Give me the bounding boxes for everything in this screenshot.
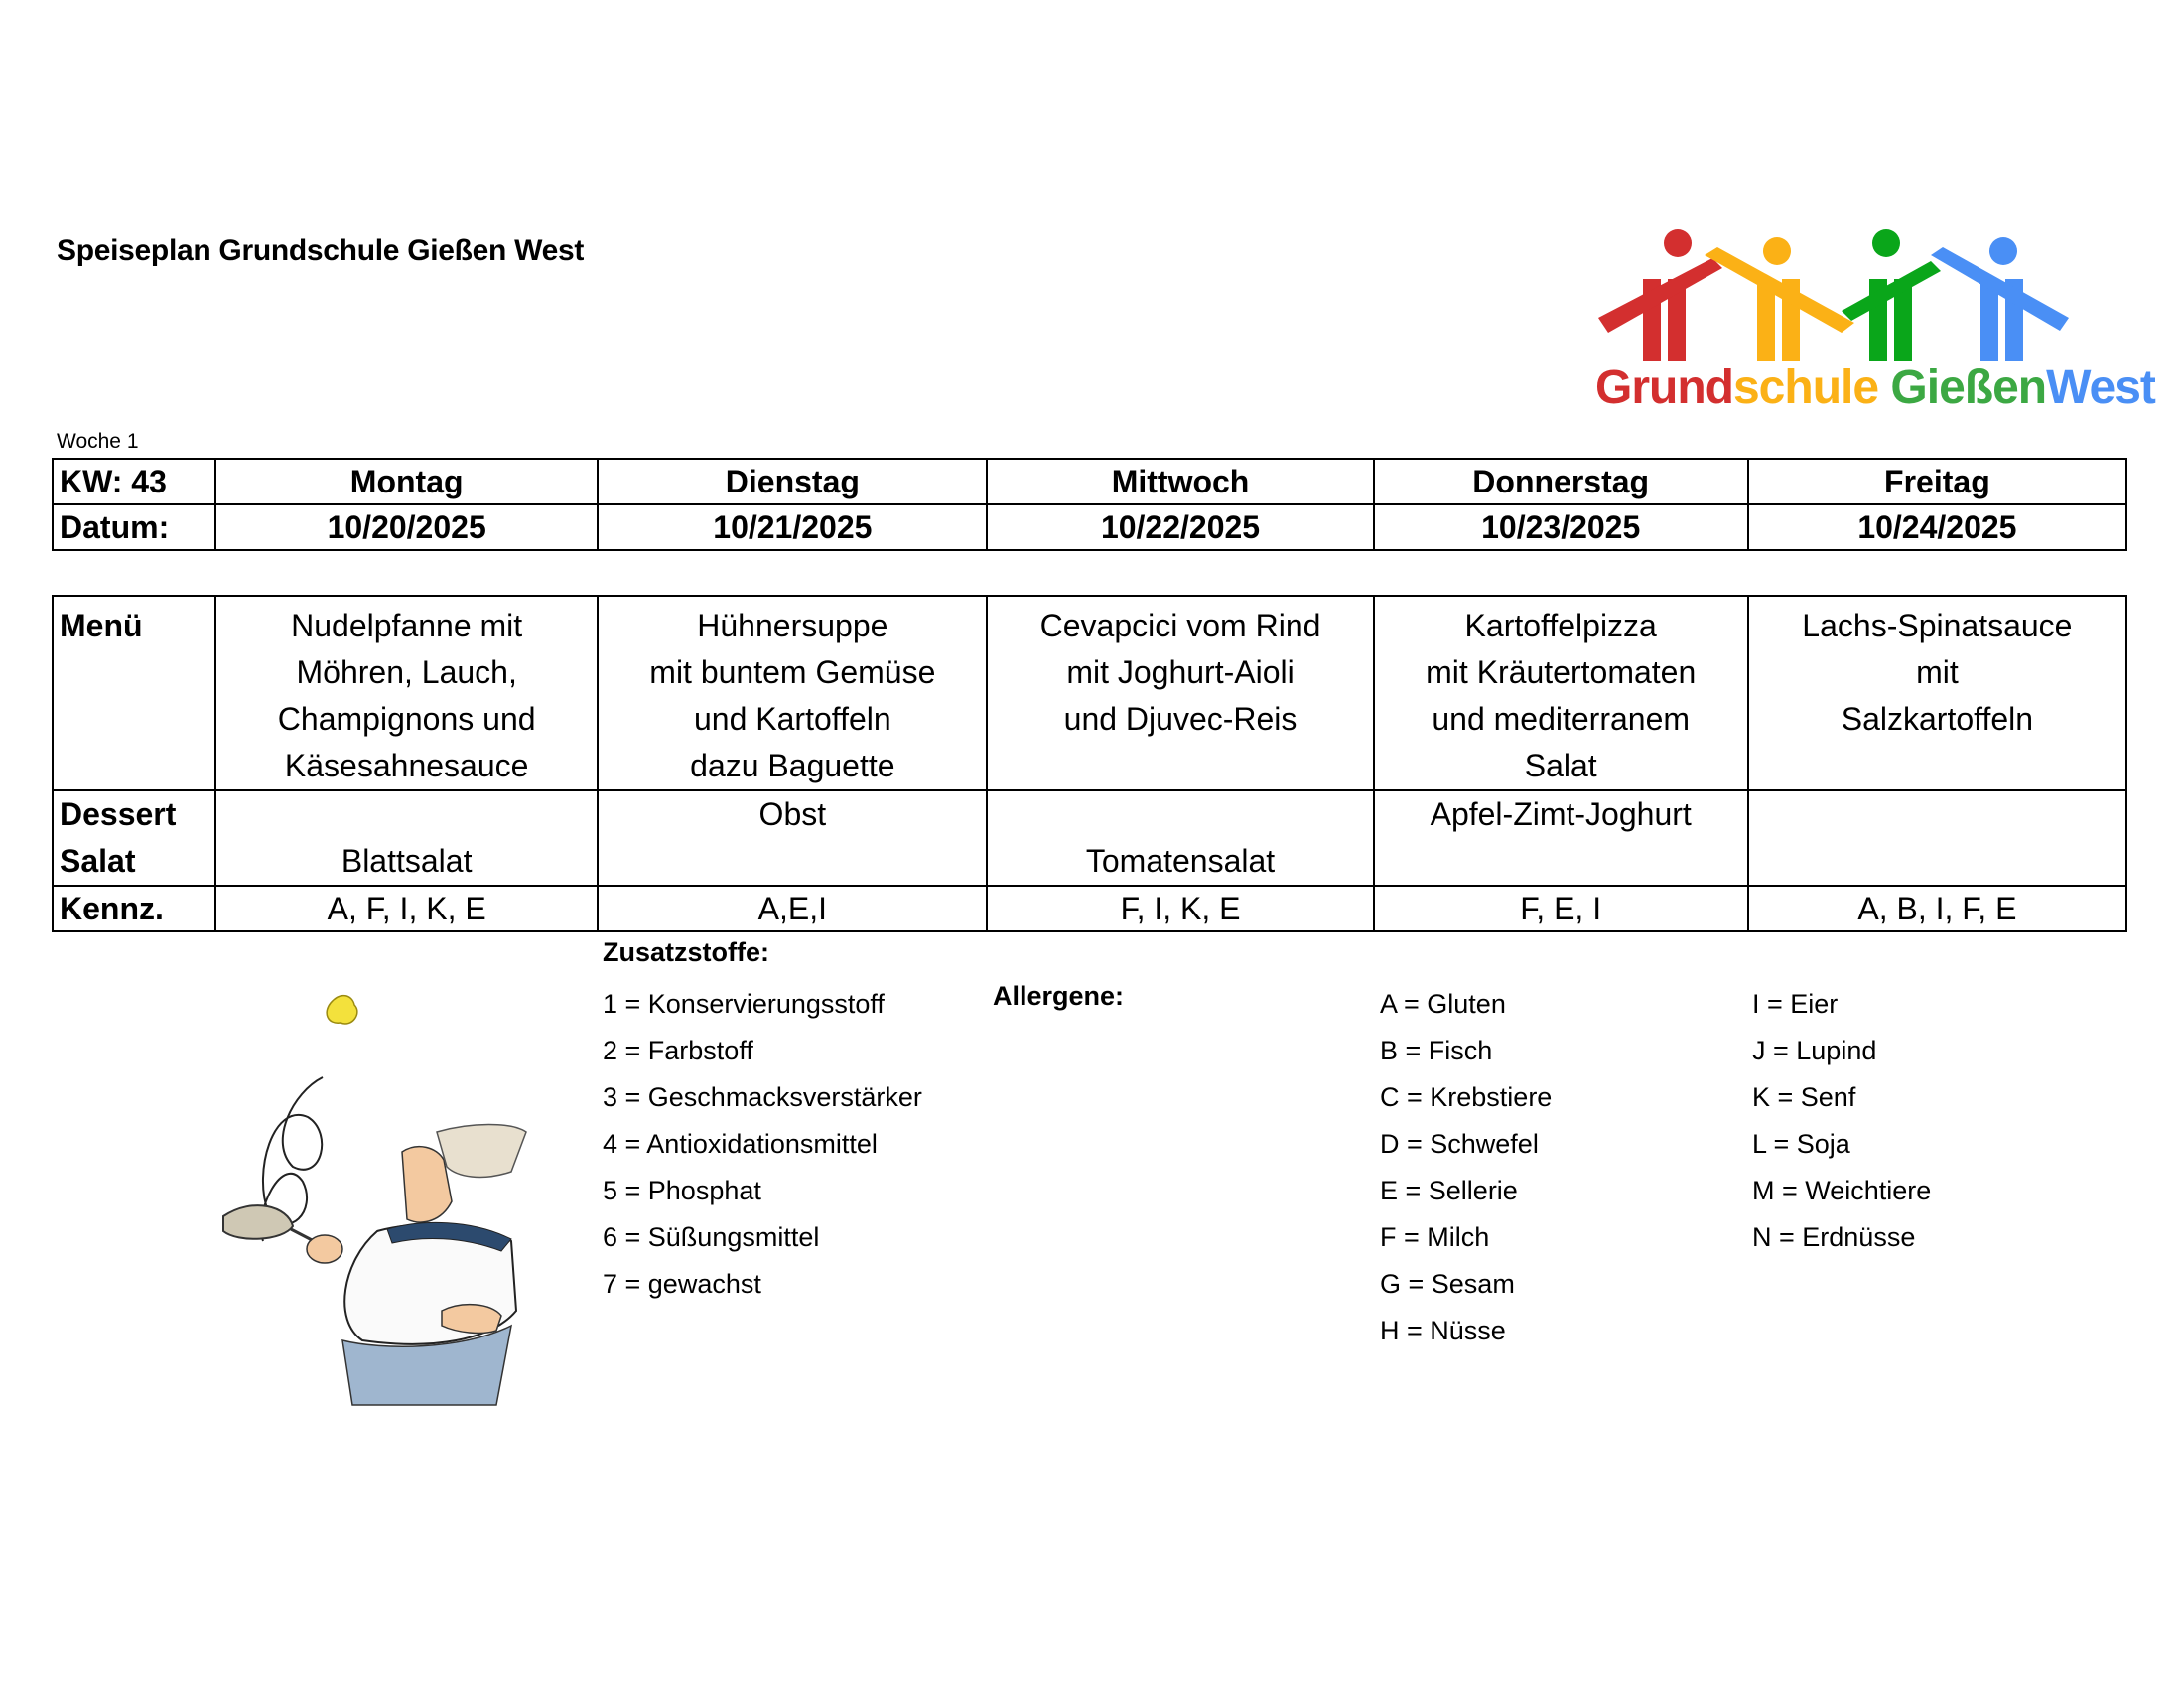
header-table — [52, 458, 2127, 551]
dessert-salat-cell — [987, 790, 1373, 886]
dessert-salat-row — [53, 790, 2126, 886]
zusatzstoff-item: 5 = Phosphat — [603, 1176, 761, 1205]
menu-cell — [987, 596, 1373, 790]
dessert-value: Apfel-Zimt-Joghurt — [1430, 796, 1692, 832]
dessert-salat-cell — [215, 790, 598, 886]
kennz-row — [53, 886, 2126, 931]
menu-line: mit Kräutertomaten — [1426, 654, 1697, 690]
day-name: Freitag — [1748, 459, 2126, 504]
menu-line: Lachs-Spinatsauce — [1802, 608, 2073, 643]
dessert-salat-label — [53, 790, 215, 886]
logo-text-part: schule — [1732, 361, 1891, 414]
kennz-value: F, E, I — [1374, 886, 1748, 931]
menu-line: und mediterranem — [1432, 701, 1691, 737]
dessert-label: Dessert — [60, 796, 177, 832]
allergen-item: A = Gluten — [1380, 989, 1506, 1019]
kennz-value: A, F, I, K, E — [215, 886, 598, 931]
menu-line: Hühnersuppe — [697, 608, 888, 643]
menu-cell — [1374, 596, 1748, 790]
day-date: 10/22/2025 — [987, 504, 1373, 550]
menu-line: Möhren, Lauch, — [296, 654, 517, 690]
kennz-value: A,E,I — [598, 886, 987, 931]
salat-value — [1375, 838, 1747, 885]
date-row — [53, 504, 2126, 550]
day-date: 10/21/2025 — [598, 504, 987, 550]
logo-text-part: Grund — [1595, 361, 1733, 414]
allergen-item: G = Sesam — [1380, 1269, 1515, 1299]
menu-cell — [215, 596, 598, 790]
zusatzstoff-item: 6 = Süßungsmittel — [603, 1222, 820, 1252]
dessert-salat-cell — [598, 790, 987, 886]
allergen-item: E = Sellerie — [1380, 1176, 1518, 1205]
allergen-item: M = Weichtiere — [1752, 1176, 1932, 1205]
page-title: Speiseplan Grundschule Gießen West — [57, 234, 585, 267]
salat-value: Tomatensalat — [1085, 843, 1276, 879]
day-name: Dienstag — [598, 459, 987, 504]
allergen-item: N = Erdnüsse — [1752, 1222, 1916, 1252]
menu-line: mit Joghurt-Aioli — [1066, 654, 1295, 690]
kw-label: KW: 43 — [53, 459, 215, 504]
allergen-item: F = Milch — [1380, 1222, 1490, 1252]
allergen-item: K = Senf — [1752, 1082, 1856, 1112]
allergene-list-col1 — [1380, 981, 1552, 1354]
menu-line: Käsesahnesauce — [284, 748, 529, 783]
menu-line: mit — [1916, 654, 1959, 690]
day-date: 10/23/2025 — [1374, 504, 1748, 550]
week-label: Woche 1 — [57, 430, 139, 453]
allergen-item: L = Soja — [1752, 1129, 1850, 1159]
day-row — [53, 459, 2126, 504]
dessert-salat-cell — [1748, 790, 2126, 886]
allergen-item: C = Krebstiere — [1380, 1082, 1553, 1112]
day-date: 10/24/2025 — [1748, 504, 2126, 550]
menu-line: mit buntem Gemüse — [649, 654, 936, 690]
dessert-value — [216, 791, 597, 838]
allergen-item: H = Nüsse — [1380, 1316, 1506, 1345]
menu-label: Menü — [53, 596, 215, 790]
logo-text-part: West — [2046, 361, 2155, 414]
allergen-item: D = Schwefel — [1380, 1129, 1539, 1159]
day-name: Mittwoch — [987, 459, 1373, 504]
zusatzstoff-item: 2 = Farbstoff — [603, 1036, 753, 1065]
allergene-list-col2 — [1752, 981, 1931, 1261]
allergen-item: I = Eier — [1752, 989, 1839, 1019]
menu-line: Nudelpfanne mit — [291, 608, 523, 643]
salat-value — [599, 838, 986, 885]
zusatzstoff-item: 1 = Konservierungsstoff — [603, 989, 885, 1019]
allergene-heading: Allergene: — [993, 981, 1125, 1011]
menu-line: und Kartoffeln — [694, 701, 891, 737]
day-name: Donnerstag — [1374, 459, 1748, 504]
dessert-value: Obst — [758, 796, 827, 832]
menu-line: dazu Baguette — [690, 748, 895, 783]
salat-value: Blattsalat — [341, 843, 473, 879]
kennz-value: A, B, I, F, E — [1748, 886, 2126, 931]
datum-label: Datum: — [53, 504, 215, 550]
zusatzstoffe-heading: Zusatzstoffe: — [603, 937, 769, 967]
allergen-item: J = Lupind — [1752, 1036, 1877, 1065]
logo-wordmark — [1595, 360, 2155, 415]
zusatzstoff-item: 7 = gewachst — [603, 1269, 761, 1299]
logo-text-part: Gießen — [1890, 361, 2047, 414]
zusatzstoff-item: 4 = Antioxidationsmittel — [603, 1129, 878, 1159]
zusatzstoff-item: 3 = Geschmacksverstärker — [603, 1082, 922, 1112]
logo-figure-yellow — [1705, 237, 1854, 361]
day-date: 10/20/2025 — [215, 504, 598, 550]
menu-cell — [598, 596, 987, 790]
menu-line: Salzkartoffeln — [1841, 701, 2034, 737]
dessert-value — [988, 791, 1372, 838]
chef-illustration — [213, 983, 531, 1410]
logo-figure-blue — [1931, 237, 2069, 361]
allergen-item: B = Fisch — [1380, 1036, 1493, 1065]
day-name: Montag — [215, 459, 598, 504]
dessert-salat-cell — [1374, 790, 1748, 886]
menu-cell — [1748, 596, 2126, 790]
menu-line: Salat — [1524, 748, 1597, 783]
dessert-value — [1749, 791, 2125, 838]
salat-label: Salat — [60, 843, 136, 879]
menu-line: Champignons und — [277, 701, 536, 737]
salat-value — [1749, 838, 2125, 885]
menu-line: Kartoffelpizza — [1464, 608, 1657, 643]
menu-row — [53, 596, 2126, 790]
logo-figure-green — [1842, 229, 1941, 361]
zusatzstoffe-list — [603, 981, 922, 1308]
kennz-label: Kennz. — [53, 886, 215, 931]
menu-line: Cevapcici vom Rind — [1039, 608, 1321, 643]
menu-table — [52, 595, 2127, 932]
kennz-value: F, I, K, E — [987, 886, 1373, 931]
logo-figure-red — [1598, 229, 1722, 361]
menu-line: und Djuvec-Reis — [1063, 701, 1297, 737]
